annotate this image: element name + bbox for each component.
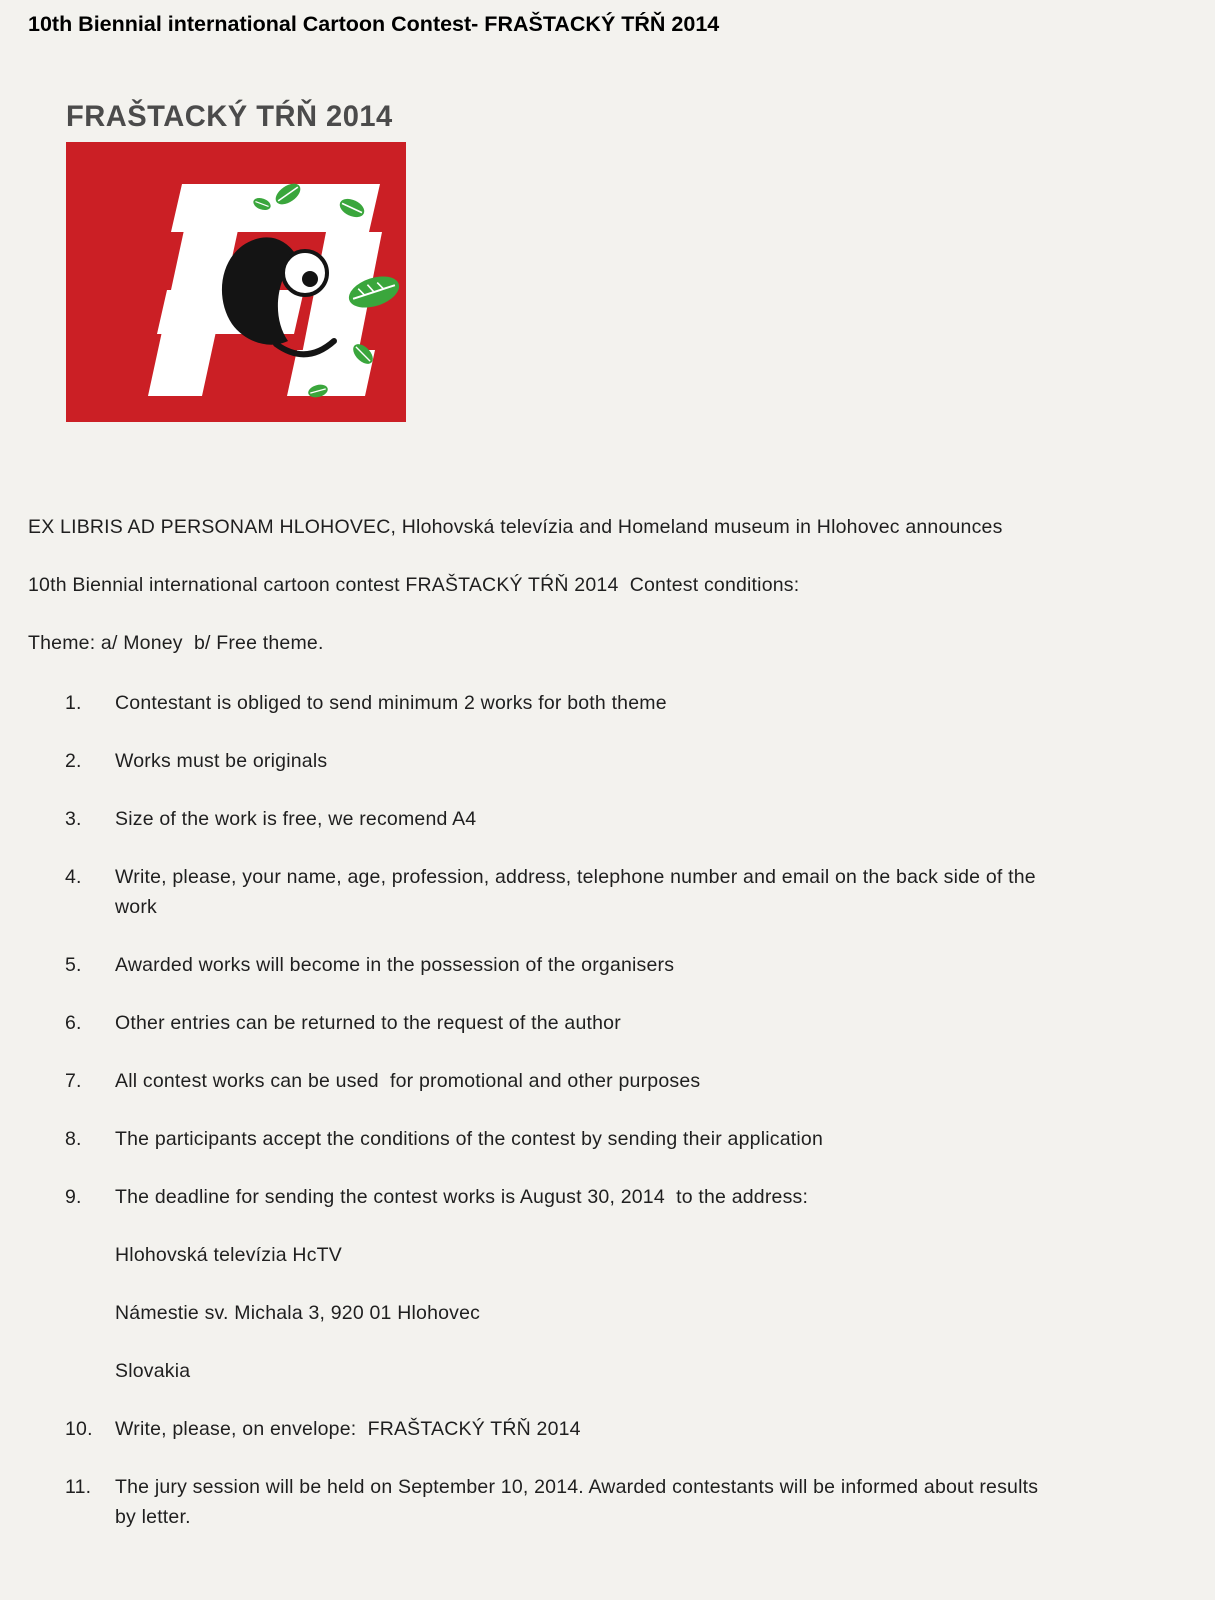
condition-number: 1. — [65, 692, 82, 714]
condition-number: 3. — [65, 808, 82, 830]
condition-text: Write, please, your name, age, profession, address, telephone number and email on the back side of the work — [115, 866, 1042, 918]
condition-item — [28, 746, 1185, 776]
condition-number: 8. — [65, 1128, 82, 1150]
condition-text: Size of the work is free, we recomend A4 — [115, 808, 477, 830]
condition-text: The participants accept the conditions of the contest by sending their application — [115, 1128, 823, 1150]
contest-logo — [66, 100, 412, 422]
address-text: Hlohovská televízia HcTV — [115, 1244, 342, 1266]
address-text: Slovakia — [115, 1360, 191, 1382]
condition-item — [28, 804, 1185, 834]
condition-item — [28, 1008, 1185, 1038]
conditions-list — [28, 688, 1185, 1532]
announcement-text: EX LIBRIS AD PERSONAM HLOHOVEC, Hlohovská televízia and Homeland museum in Hlohovec announces — [28, 516, 1003, 538]
condition-item — [28, 1414, 1185, 1444]
condition-item — [28, 1182, 1185, 1212]
bird-pupil — [302, 271, 318, 287]
address-line — [28, 1298, 1185, 1328]
condition-item — [28, 862, 1185, 922]
condition-text: Awarded works will become in the possession of the organisers — [115, 954, 675, 976]
logo-image — [66, 142, 406, 422]
condition-number: 10. — [65, 1418, 93, 1440]
address-line — [28, 1240, 1185, 1270]
address-line — [28, 1356, 1185, 1386]
condition-number: 6. — [65, 1012, 82, 1034]
theme-line: Theme: a/ Money b/ Free theme. — [28, 632, 324, 654]
condition-text: The deadline for sending the contest works is August 30, 2014 to the address: — [115, 1186, 809, 1208]
logo-title-text: FRAŠTACKÝ TŔŇ 2014 — [66, 100, 393, 133]
condition-number: 7. — [65, 1070, 82, 1092]
address-text: Námestie sv. Michala 3, 920 01 Hlohovec — [115, 1302, 481, 1324]
condition-number: 2. — [65, 750, 82, 772]
condition-item — [28, 950, 1185, 980]
condition-text: All contest works can be used for promotional and other purposes — [115, 1070, 701, 1092]
condition-item — [28, 688, 1185, 718]
contest-conditions-heading: 10th Biennial international cartoon contest FRAŠTACKÝ TŔŇ 2014 Contest conditions: — [28, 574, 800, 596]
condition-text: The jury session will be held on September 10, 2014. Awarded contestants will be informed about results by letter. — [115, 1476, 1044, 1528]
condition-number: 4. — [65, 866, 82, 888]
condition-item — [28, 1066, 1185, 1096]
condition-item — [28, 1472, 1185, 1532]
condition-number: 9. — [65, 1186, 82, 1208]
condition-text: Works must be originals — [115, 750, 328, 772]
condition-text: Contestant is obliged to send minimum 2 works for both theme — [115, 692, 667, 714]
condition-number: 5. — [65, 954, 82, 976]
condition-item — [28, 1124, 1185, 1154]
page-title: 10th Biennial international Cartoon Contest- FRAŠTACKÝ TŔŇ 2014 — [28, 12, 720, 36]
condition-text: Other entries can be returned to the request of the author — [115, 1012, 621, 1034]
condition-number: 11. — [65, 1476, 92, 1498]
condition-text: Write, please, on envelope: FRAŠTACKÝ TŔŇ 2014 — [115, 1418, 581, 1440]
